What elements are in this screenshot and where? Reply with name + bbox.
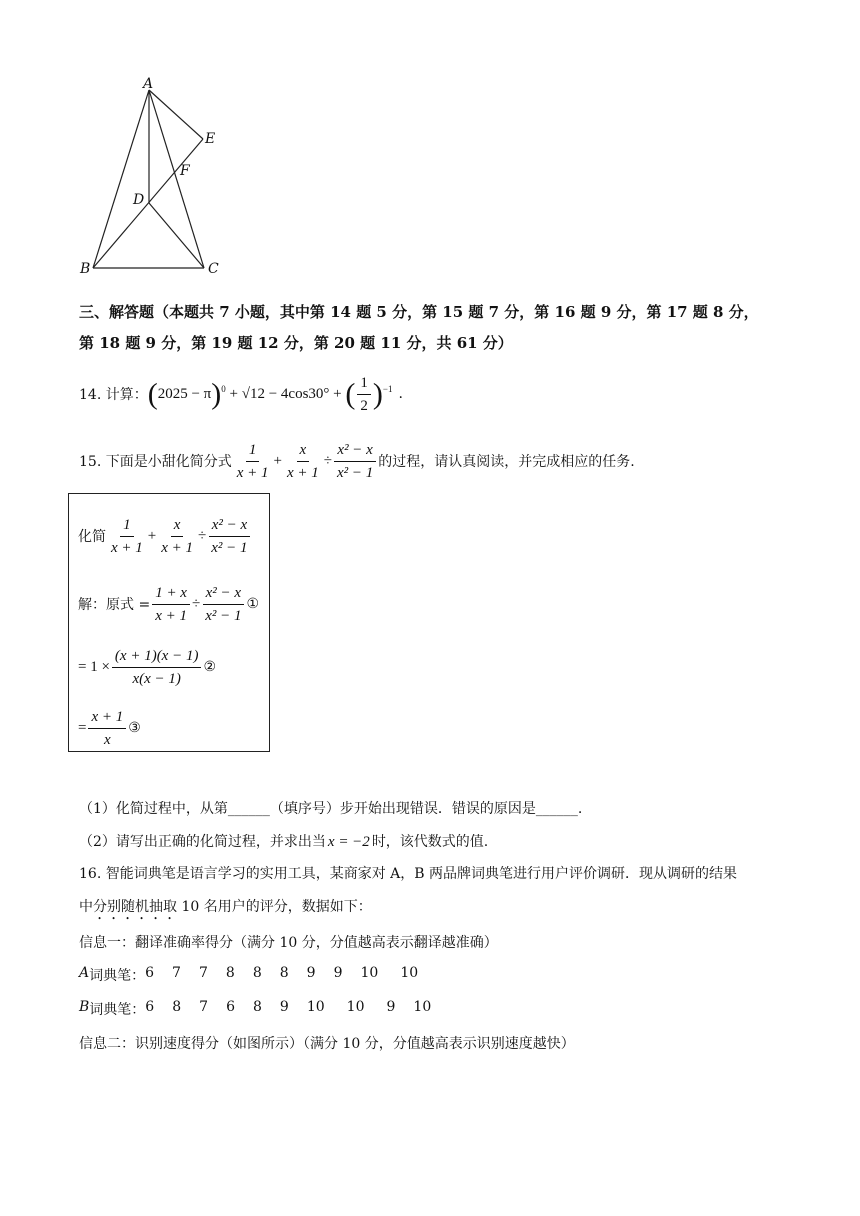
q14-middle: + √12 − 4cos30° + bbox=[225, 385, 346, 402]
a-score: 9 bbox=[306, 965, 316, 981]
box-row-step1: 解：原式 = $\frac{1 + x}{x + 1}$ ÷ $\frac{\text{x² − x}}{\text{x² − 1}}$ ① bbox=[78, 584, 260, 624]
circle-2: ② bbox=[203, 659, 217, 675]
a-score: 10 bbox=[360, 965, 379, 981]
q14-exp0: 0 bbox=[221, 383, 226, 394]
section-heading-line2: 第 18 题 9 分，第 19 题 12 分，第 20 题 11 分，共 61 分） bbox=[79, 334, 513, 352]
q14-expression: $(2025 - \pi)^0 + √12 - 4\cos 30^\circ$ + ( $\frac{1}{2}$ )$^{-1}$ bbox=[147, 374, 393, 414]
label-E: E bbox=[205, 131, 216, 147]
label-A: A bbox=[143, 76, 154, 92]
a-score: 9 bbox=[333, 965, 343, 981]
q15-sub1: （1）化简过程中，从第______（填序号）步开始出现错误．错误的原因是______. bbox=[79, 801, 583, 817]
label-B: B bbox=[80, 261, 91, 277]
q14-base: 2025 − π bbox=[157, 385, 212, 402]
segment-AB bbox=[93, 90, 149, 268]
section-heading-line1: 三、解答题（本题共 7 小题，其中第 14 题 5 分，第 15 题 7 分，第 16 题 9 分，第 17 题 8 分， bbox=[79, 303, 759, 321]
q14-half: $\frac{1}{2}$ bbox=[357, 374, 371, 415]
a-score: 8 bbox=[279, 965, 289, 981]
a-score: 7 bbox=[198, 965, 208, 981]
q15-frac1: $\frac{1}{x + 1}$ bbox=[236, 441, 269, 481]
b-score: 10 bbox=[346, 999, 365, 1015]
segment-AC bbox=[149, 90, 204, 268]
b-score: 8 bbox=[252, 999, 262, 1015]
q16-info1: 信息一：翻译准确率得分（满分 10 分，分值越高表示翻译越准确） bbox=[79, 935, 498, 951]
b-score: 9 bbox=[279, 999, 289, 1015]
segment-DC bbox=[149, 203, 204, 268]
a-score: 8 bbox=[225, 965, 235, 981]
q16-line1: 16. 智能词典笔是语言学习的实用工具，某商家对 A，B 两品牌词典笔进行用户评价调研．现从调研的结果 bbox=[79, 866, 738, 882]
q15-sub2-math: x = −2 bbox=[327, 834, 370, 850]
box-row-step2: = 1 × $\frac{(x + 1)(x - 1)}{x(x - 1)}$ ② bbox=[78, 647, 217, 687]
q16-a-scores: A 词典笔： 6 7 7 8 8 8 9 9 10 10 bbox=[79, 965, 419, 984]
a-score: 7 bbox=[172, 965, 181, 981]
a-score: 10 bbox=[400, 965, 419, 981]
box-row-simplify: 化简 $\frac{1}{x + 1}$ + $\frac{x}{x + 1}$ ÷ $\frac{\text{x² − x}}{\text{x² − 1}}$ bbox=[78, 513, 253, 559]
label-F: F bbox=[180, 163, 190, 179]
q16-emphasis: 分别随机抽取 bbox=[93, 899, 177, 915]
q15-sub2: （2）请写出正确的化简过程，并求出当 x = −2 时，该代数式的值. bbox=[79, 834, 489, 850]
q16-b-scores: B 词典笔： 6 8 7 6 8 9 10 10 9 10 bbox=[79, 999, 432, 1018]
q14-exp-neg1: −1 bbox=[382, 383, 393, 394]
circle-3: ③ bbox=[128, 720, 141, 736]
q15-frac2: $\frac{x}{x + 1}$ bbox=[286, 441, 319, 481]
q14-end: . bbox=[398, 386, 403, 402]
b-score: 6 bbox=[226, 999, 235, 1015]
q15-prefix: 15. 下面是小甜化简分式 bbox=[79, 454, 232, 470]
label-D: D bbox=[133, 192, 145, 208]
b-score: 10 bbox=[306, 999, 325, 1015]
triangle-figure bbox=[70, 76, 230, 281]
a-score: 8 bbox=[252, 965, 262, 981]
q14-prefix: 14. 计算： bbox=[79, 387, 148, 403]
question-15: 15. 下面是小甜化简分式 $\frac{1}{x + 1}$ + $\frac{x}{x + 1}$ ÷ $\frac{\text{x² − x}}{\text{x² − 1}}$ 的过程，请认真阅读，并完成相应的任务. bbox=[79, 441, 635, 481]
q16-info2: 信息二：识别速度得分（如图所示）（满分 10 分，分值越高表示识别速度越快） bbox=[79, 1036, 575, 1052]
b-score: 10 bbox=[413, 999, 432, 1015]
q15-suffix: 的过程，请认真阅读，并完成相应的任务. bbox=[378, 454, 635, 470]
label-C: C bbox=[208, 261, 219, 277]
circle-1: ① bbox=[246, 596, 260, 612]
a-score: 6 bbox=[145, 965, 155, 981]
b-score: 9 bbox=[386, 999, 396, 1015]
b-score: 6 bbox=[145, 999, 155, 1015]
b-score: 7 bbox=[199, 999, 209, 1015]
question-14 bbox=[79, 372, 403, 416]
q16-line2: 中分别随机抽取 10 名用户的评分，数据如下： bbox=[79, 899, 372, 915]
q15-frac3: $\frac{\text{x² − x}}{\text{x² − 1}}$ bbox=[334, 441, 376, 482]
box-row-step3: = $\frac{x + 1}{x}$ ③ bbox=[78, 708, 141, 748]
segment-BE bbox=[93, 139, 203, 268]
b-score: 8 bbox=[172, 999, 182, 1015]
